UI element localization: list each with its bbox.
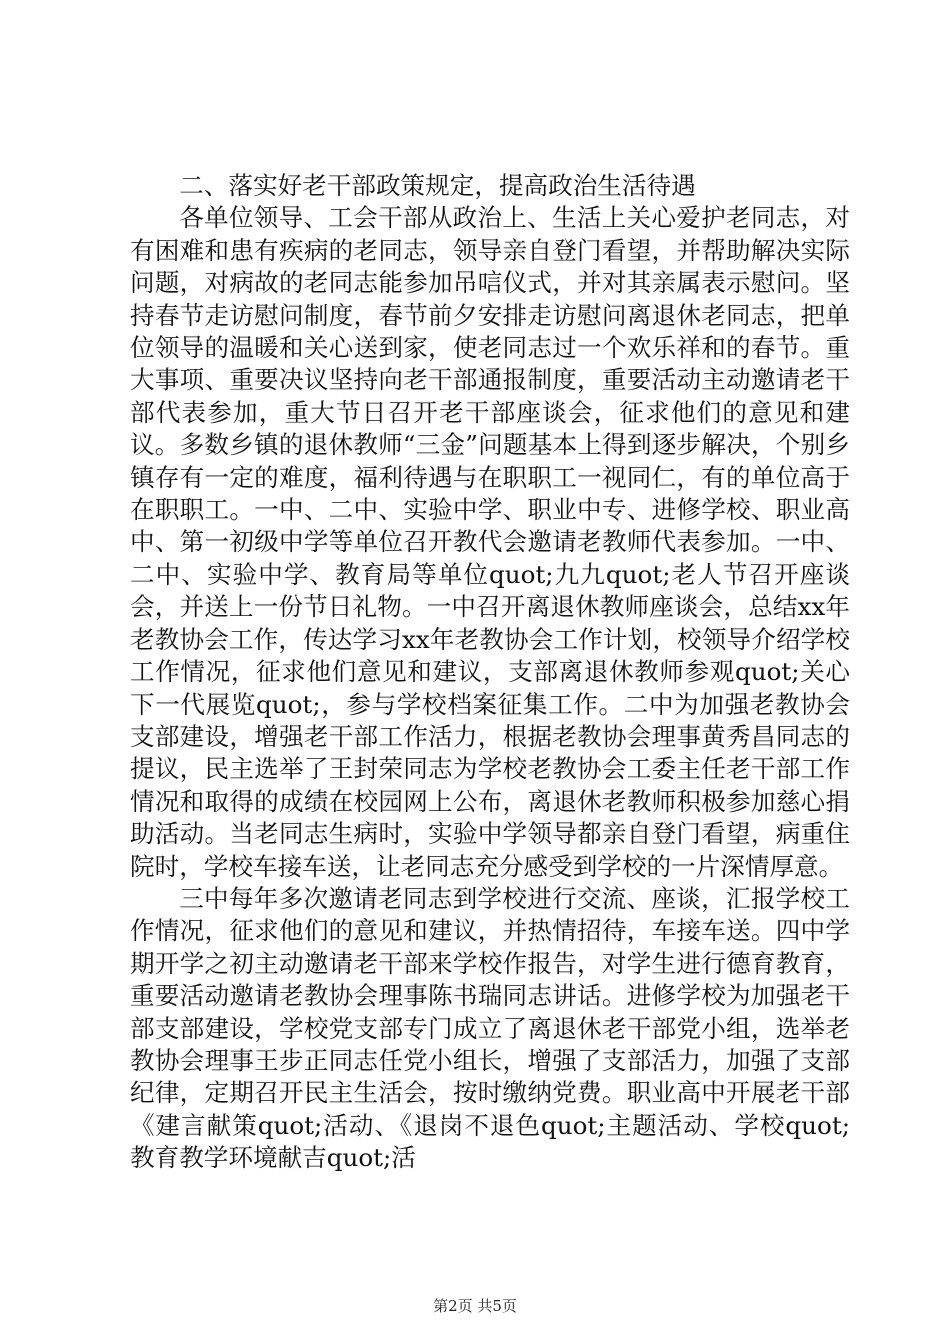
body-paragraph: 各单位领导、工会干部从政治上、生活上关心爱护老同志，对有困难和患有疾病的老同志，领导亲自登门看望，并帮助解决实际问题，对病故的老同志能参加吊唁仪式，并对其亲属表示慰问。坚持春节走访慰问制度，春节前夕安排走访慰问离退休老同志，把单位领导的温暖和关心送到家，使老同志过一个欢乐祥和的春节。重大事项、重要决议坚持向老干部通报制度，重要活动主动邀请老干部代表参加，重大节日召开老干部座谈会，征求他们的意见和建议。多数乡镇的退休教师“三金”问题基本上得到逐步解决，个别乡镇存有一定的难度，福利待遇与在职职工一视同仁，有的单位高于在职职工。一中、二中、实验中学、职业中专、进修学校、职业高中、第一初级中学等单位召开教代会邀请老教师代表参加。一中、二中、实验中学、教育局等单位quot;九九quot;老人节召开座谈会，并送上一份节日礼物。一中召开离退休教师座谈会，总结xx年老教协会工作，传达学习xx年老教协会工作计划，校领导介绍学校工作情况，征求他们意见和建议，支部离退休教师参观quot;关心下一代展览quot;，参与学校档案征集工作。二中为加强老教协会支部建设，增强老干部工作活力，根据老教协会理事黄秀昌同志的提议，民主选举了王封荣同志为学校老教协会工委主任老干部工作情况和取得的成绩在校园网上公布，离退休老教师积极参加慈心捐助活动。当老同志生病时，实验中学领导都亲自登门看望，病重住院时，学校车接车送，让老同志充分感受到学校的一片深情厚意。 (130, 203, 850, 881)
document-body (130, 170, 850, 1175)
body-paragraph: 三中每年多次邀请老同志到学校进行交流、座谈，汇报学校工作情况，征求他们的意见和建议，并热情招待，车接车送。四中学期开学之初主动邀请老干部来学校作报告，对学生进行德育教育，重要活动邀请老教协会理事陈书瑞同志讲话。进修学校为加强老干部支部建设，学校党支部专门成立了离退休老干部党小组，选举老教协会理事王步正同志任党小组长，增强了支部活力，加强了支部纪律，定期召开民主生活会，按时缴纳党费。职业高中开展老干部《建言献策quot;活动、《退岗不退色quot;主题活动、学校quot;教育教学环境献吉quot;活 (130, 883, 850, 1173)
section-heading: 二、落实好老干部政策规定，提高政治生活待遇 (179, 171, 696, 200)
page-footer: 第2页 共5页 (433, 1297, 517, 1315)
